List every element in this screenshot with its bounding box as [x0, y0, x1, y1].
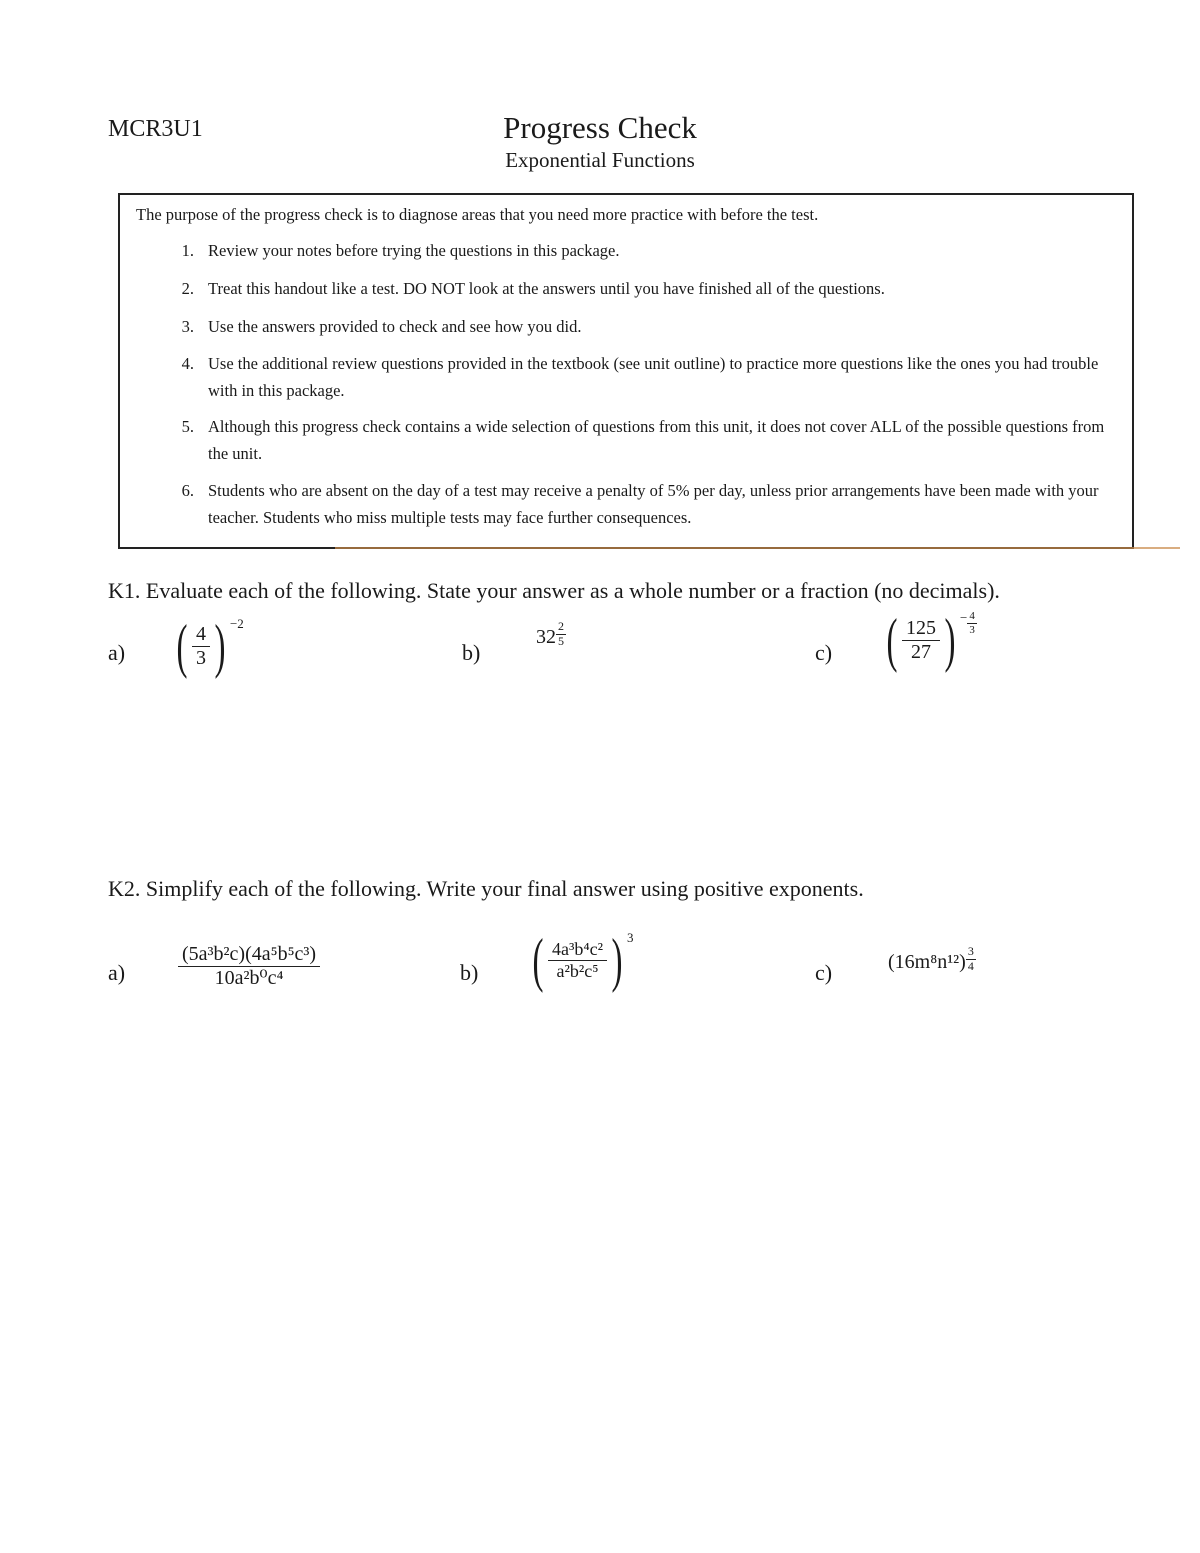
k1-b-expression: 32 $\frac{2}{5}$ — [536, 619, 564, 648]
k1-c-expression: ( $\frac{125}{27}$ ) − $\frac{4}{3}$ — [886, 607, 975, 673]
instructions-intro: The purpose of the progress check is to diagnose areas that you need more practice with before the test. — [136, 205, 819, 224]
k2-b-expression: ( $\frac{\text{4a³b⁴c²}}{\text{a²b²c⁵}}$ ) $^3$ — [532, 927, 634, 993]
instruction-text: Review your notes before trying the questions in this package. — [208, 241, 620, 260]
instruction-text: Use the additional review questions provided in the textbook (see unit outline) to practice more questions like the ones you had trouble with in this package. — [208, 354, 1099, 400]
k2-c-expression: (16m⁸n¹²) $\frac{3}{4}$ — [888, 944, 974, 973]
instruction-number: 2. — [181, 279, 194, 298]
k1-heading: K1. Evaluate each of the following. State your answer as a whole number or a fraction (no decimals). — [108, 578, 1000, 603]
page-title: Progress Check — [503, 110, 697, 145]
page-subtitle: Exponential Functions — [505, 148, 695, 172]
k2-b-label: b) — [460, 960, 479, 985]
instruction-number: 1. — [181, 241, 194, 260]
course-code: MCR3U1 — [108, 116, 203, 142]
k2-a-expression: $\frac{\text{(5a³b²c)(4a⁵b⁵c³)}}{\text{10a²b⁰c⁴}}$ — [178, 943, 320, 990]
k1-b-label: b) — [462, 640, 481, 665]
instruction-number: 6. — [181, 481, 194, 500]
k1-a-expression: ( $\frac{4}{3}$ ) $^{-2}$ — [176, 613, 244, 679]
instruction-text: Use the answers provided to check and see how you did. — [208, 317, 582, 336]
instruction-text: Although this progress check contains a wide selection of questions from this unit, it does not cover ALL of the possible questions from the unit. — [208, 417, 1105, 463]
k2-heading: K2. Simplify each of the following. Write your final answer using positive exponents. — [108, 876, 864, 901]
instruction-number: 3. — [181, 317, 194, 336]
instruction-text: Students who are absent on the day of a test may receive a penalty of 5% per day, unless prior arrangements have been made with your teacher. Students who miss multiple tests may face further consequences. — [208, 481, 1099, 527]
k2-a-label: a) — [108, 960, 126, 985]
k2-c-label: c) — [815, 960, 833, 985]
instruction-text: Treat this handout like a test. DO NOT look at the answers until you have finished all of the questions. — [208, 279, 885, 298]
k1-a-label: a) — [108, 640, 126, 665]
k1-c-label: c) — [815, 640, 833, 665]
instructions-box — [118, 193, 1134, 549]
instruction-number: 5. — [181, 417, 194, 436]
instruction-number: 4. — [181, 354, 194, 373]
scan-artifact-line — [335, 547, 1180, 549]
